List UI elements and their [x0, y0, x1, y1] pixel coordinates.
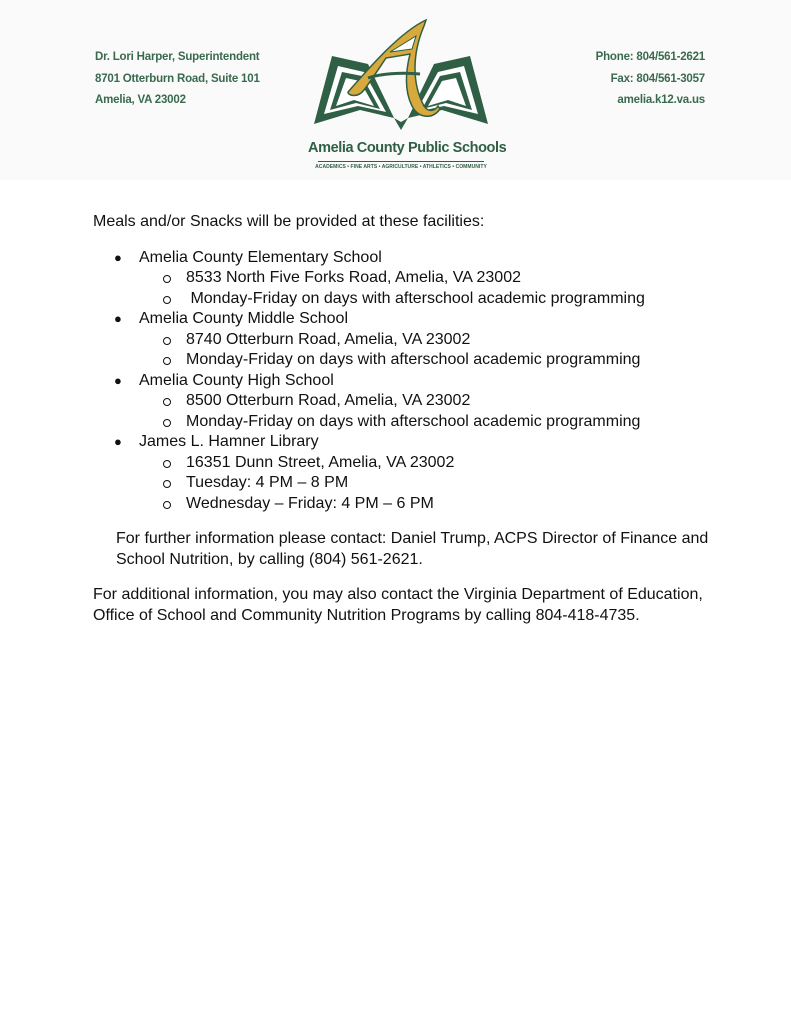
letterhead — [0, 0, 791, 180]
bullet-icon: ● — [114, 372, 122, 388]
facility-name: Amelia County Elementary School — [139, 248, 382, 266]
facility-detail: Tuesday: 4 PM – 8 PM — [139, 473, 713, 494]
facility-item — [93, 248, 713, 310]
organization-name: Amelia County Public Schools — [308, 140, 507, 156]
circle-bullet-icon — [163, 296, 171, 304]
facility-item — [93, 432, 713, 514]
organization-tagline: ACADEMICS • FINE ARTS • AGRICULTURE • ATHLETICS • COMMUNITY — [315, 164, 487, 170]
bullet-icon: ● — [114, 311, 122, 326]
circle-bullet-icon — [163, 480, 171, 488]
circle-bullet-icon — [163, 419, 171, 427]
website[interactable]: amelia.k12.va.us — [617, 94, 705, 106]
facility-detail: 8533 North Five Forks Road, Amelia, VA 23002 — [139, 268, 713, 289]
street-address: 8701 Otterburn Road, Suite 101 — [95, 72, 260, 85]
facility-list — [93, 248, 713, 515]
contact-paragraph: For further information please contact: Daniel Trump, ACPS Director of Finance and School Nutrition, by calling (804) 561-2621. — [116, 530, 709, 568]
facility-detail: 8500 Otterburn Road, Amelia, VA 23002 — [139, 391, 713, 412]
additional-info-paragraph: For additional information, you may also contact the Virginia Department of Education, Office of School and Community Nutrition Programs by calling 804-418-4735. — [93, 586, 703, 624]
superintendent-address-block — [95, 47, 260, 112]
facility-item — [93, 371, 713, 433]
facility-name: Amelia County High School — [139, 371, 334, 389]
facility-detail: Monday-Friday on days with afterschool academic programming — [139, 289, 713, 310]
circle-bullet-icon — [163, 357, 171, 365]
fax-number: Fax: 804/561-3057 — [610, 72, 705, 85]
facility-detail: Monday-Friday on days with afterschool academic programming — [139, 350, 713, 371]
facility-name: Amelia County Middle School — [139, 310, 348, 327]
bullet-icon: ● — [114, 249, 122, 265]
contact-block — [596, 47, 705, 112]
circle-bullet-icon — [163, 501, 171, 509]
facility-detail: Monday-Friday on days with afterschool academic programming — [139, 412, 713, 433]
circle-bullet-icon — [163, 275, 171, 283]
phone-number: Phone: 804/561-2621 — [595, 51, 705, 63]
facility-detail: 16351 Dunn Street, Amelia, VA 23002 — [139, 453, 713, 474]
school-logo — [308, 14, 507, 174]
letter-a-icon — [308, 14, 494, 140]
circle-bullet-icon — [163, 337, 171, 345]
intro-paragraph: Meals and/or Snacks will be provided at these facilities: — [93, 213, 485, 230]
superintendent-name: Dr. Lori Harper, Superintendent — [95, 51, 260, 63]
bullet-icon: ● — [114, 434, 122, 449]
city-state-zip: Amelia, VA 23002 — [95, 94, 186, 106]
document-body — [93, 212, 713, 626]
facility-detail: Wednesday – Friday: 4 PM – 6 PM — [139, 494, 713, 515]
facility-detail: 8740 Otterburn Road, Amelia, VA 23002 — [139, 330, 713, 351]
facility-name: James L. Hamner Library — [139, 433, 319, 450]
circle-bullet-icon — [163, 398, 171, 406]
facility-item — [93, 309, 713, 371]
circle-bullet-icon — [163, 460, 171, 468]
organization-divider — [318, 161, 484, 162]
